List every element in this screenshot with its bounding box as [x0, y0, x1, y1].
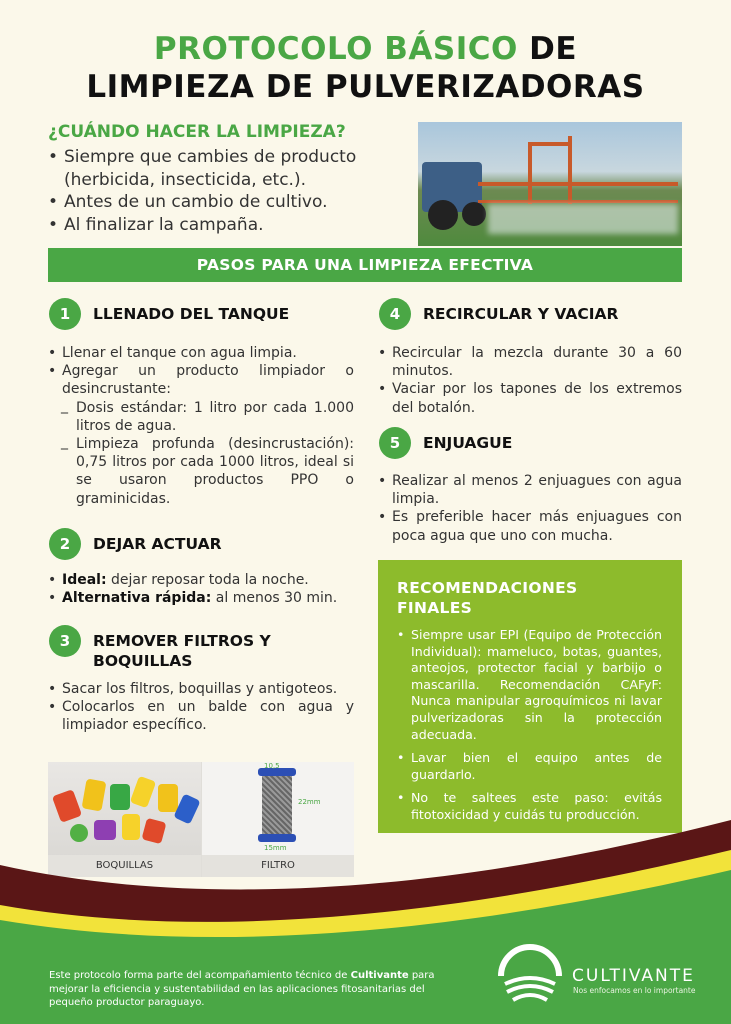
reco-heading [397, 578, 662, 618]
reco-item: • Lavar bien el equipo antes de guardarlo. [397, 750, 662, 783]
when-section [48, 122, 413, 236]
nozzle-shape [82, 778, 107, 811]
list-item: • Realizar al menos 2 enjuagues con agua limpia. [378, 472, 682, 508]
step-4-header [379, 298, 618, 330]
footer-text [49, 969, 449, 1010]
sub-item: _ Limpieza profunda (desincrustación): 0,75 litros por cada 1000 litros, ideal si se usaron productos PPO o graminicidas. [48, 435, 354, 508]
tractor-wheel [428, 200, 458, 230]
sprayer-frame [568, 136, 572, 204]
step-number: 2 [49, 528, 81, 560]
list-item: • Agregar un producto limpiador o desincrustante: [48, 362, 354, 398]
when-item: • Antes de un cambio de cultivo. [48, 191, 413, 214]
step-1-header [49, 298, 289, 330]
item-rest: al menos 30 min. [211, 590, 338, 607]
step-3-body [48, 680, 354, 735]
when-heading: ¿CUÁNDO HACER LA LIMPIEZA? [48, 122, 346, 142]
spray-mist [488, 204, 678, 234]
step-5-body [378, 472, 682, 545]
list-item: • Sacar los filtros, boquillas y antigoteos. [48, 680, 354, 698]
nozzle-shape [158, 784, 178, 812]
step-number: 1 [49, 298, 81, 330]
dimension-label: 22mm [298, 798, 321, 806]
nozzle-shape [130, 776, 156, 808]
sprayer-photo [418, 122, 682, 246]
photo-caption: BOQUILLAS [48, 855, 201, 877]
step-title-line: REMOVER FILTROS Y [93, 632, 271, 650]
list-item [48, 571, 354, 589]
when-item: • Al finalizar la campaña. [48, 214, 413, 237]
step-title-line: BOQUILLAS [93, 652, 193, 670]
title-line2: LIMPIEZA DE PULVERIZADORAS [86, 69, 645, 105]
list-item: • Colocarlos en un balde con agua y limpiador específico. [48, 698, 354, 734]
brand-slogan: Nos enfocamos en lo importante [573, 986, 696, 995]
item-bold: Ideal: [62, 572, 107, 588]
dimension-label: 10,5 [264, 762, 280, 770]
photo-caption: FILTRO [202, 855, 354, 877]
cultivante-logo-icon [497, 944, 563, 1006]
when-item: • Siempre que cambies de producto (herbicida, insecticida, etc.). [48, 146, 413, 191]
sprayer-frame [528, 142, 572, 146]
when-list [48, 146, 413, 236]
sprayer-boom [478, 200, 678, 203]
step-3-header [49, 625, 271, 671]
step-number: 5 [379, 427, 411, 459]
list-item: • Es preferible hacer más enjuagues con poca agua que uno con mucha. [378, 508, 682, 544]
step-2-body [48, 571, 354, 607]
page-title [0, 30, 731, 106]
sprayer-frame [528, 142, 532, 204]
title-black: DE [517, 31, 578, 67]
list-item: • Llenar el tanque con agua limpia. [48, 344, 354, 362]
footer-text-pre: Este protocolo forma parte del acompañamiento técnico de [49, 970, 351, 981]
title-green: PROTOCOLO BÁSICO [153, 31, 518, 67]
list-item [48, 589, 354, 607]
reco-item: • No te saltees este paso: evitás fitotoxicidad y cuidás tu producción. [397, 790, 662, 823]
step-1-body [48, 344, 354, 508]
step-title: RECIRCULAR Y VACIAR [423, 305, 619, 323]
step-title: DEJAR ACTUAR [93, 535, 222, 553]
step-number: 3 [49, 625, 81, 657]
sub-item: _ Dosis estándar: 1 litro por cada 1.000 litros de agua. [48, 399, 354, 435]
step-5-header [379, 427, 512, 459]
step-title: LLENADO DEL TANQUE [93, 305, 290, 323]
step-title: ENJUAGUE [423, 434, 513, 452]
list-item: • Recircular la mezcla durante 30 a 60 minutos. [378, 344, 682, 380]
footer-brand-inline: Cultivante [350, 970, 409, 981]
tractor-wheel [462, 202, 486, 226]
reco-item: • Siempre usar EPI (Equipo de Protección Individual): mameluco, botas, guantes, anteojos, protector facial y barbijo o mascarilla. Recomendación CAFyF: Nunca manipular agroquímicos ni lavar pulverizadoras sin la protección adecuada. [397, 627, 662, 743]
reco-heading-line: FINALES [397, 599, 473, 617]
dimension-label: 15mm [264, 844, 287, 852]
item-bold: Alternativa rápida: [62, 590, 212, 607]
reco-heading-line: RECOMENDACIONES [397, 579, 578, 597]
sprayer-boom [478, 182, 678, 186]
step-4-body [378, 344, 682, 417]
brand-name: CULTIVANTE [572, 966, 695, 986]
list-item: • Vaciar por los tapones de los extremos del botalón. [378, 380, 682, 416]
item-rest: dejar reposar toda la noche. [106, 572, 309, 588]
steps-band: PASOS PARA UNA LIMPIEZA EFECTIVA [48, 248, 682, 282]
step-number: 4 [379, 298, 411, 330]
step-title [93, 631, 271, 671]
nozzle-shape [110, 784, 130, 810]
footer-text-post: para mejorar la eficiencia y sustentabilidad en las aplicaciones fitosanitarias del pequeño productor paraguayo. [49, 970, 435, 1008]
recommendations-box [378, 560, 682, 833]
step-2-header [49, 528, 222, 560]
